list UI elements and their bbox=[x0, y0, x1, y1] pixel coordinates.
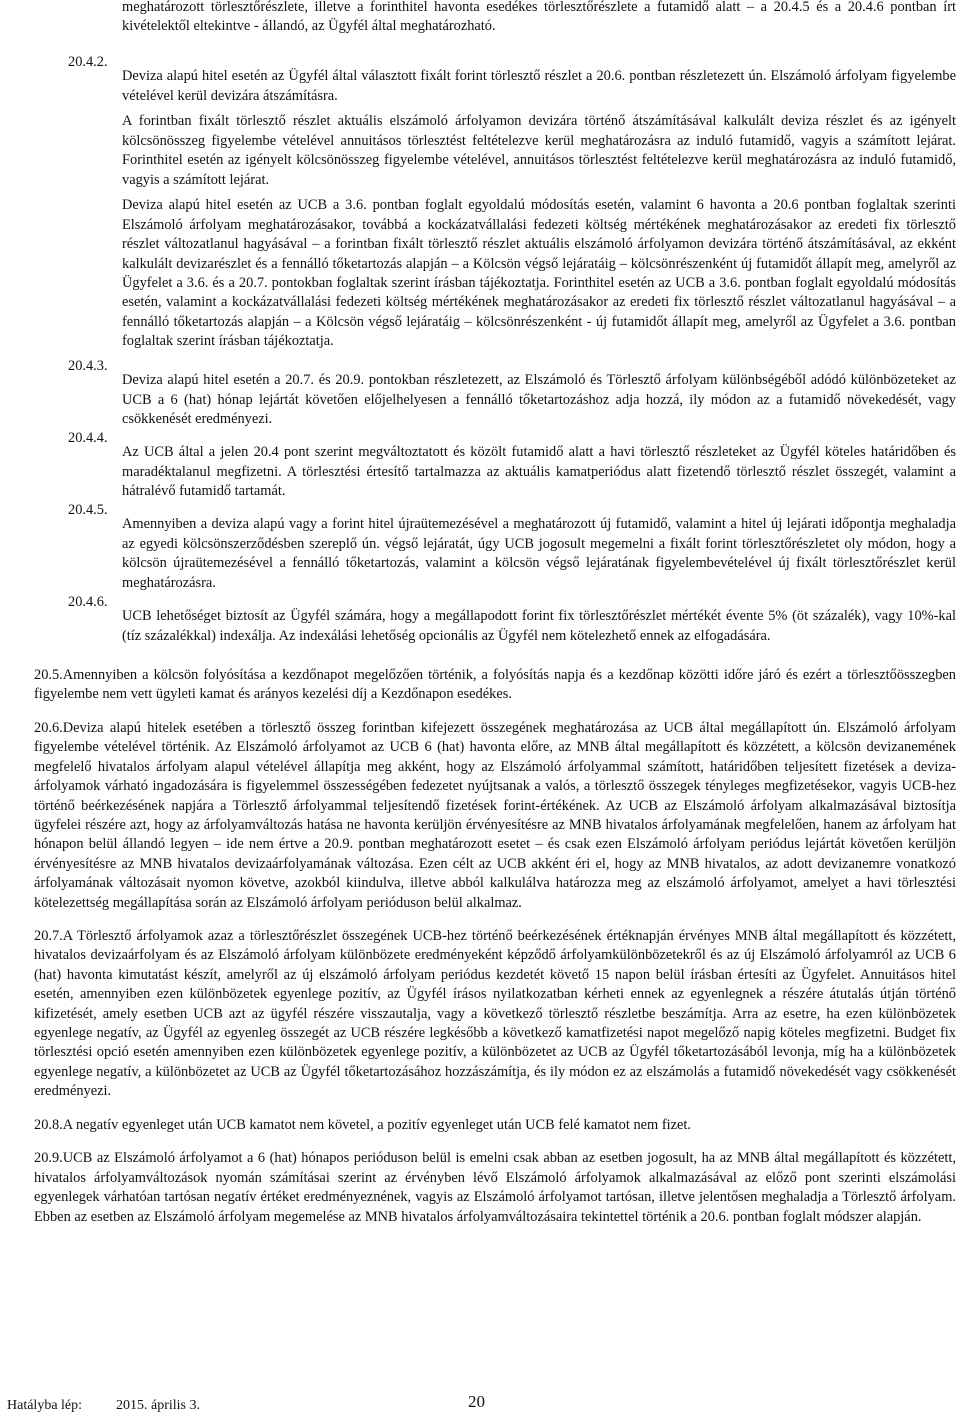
page-footer bbox=[0, 1392, 960, 1416]
section-paragraph: Deviza alapú hitelek esetében a törlesztő összeg forintban kifejezett összegének meghatározása az UCB által megállapított ún. Elszámoló árfolyam figyelembe vételével történik. Az Elszámoló árfolyamot az UCB 6 (hat) havonta előre, az MNB által megállapított és közzétett, a kölcsön devizanemének megfelelő hivatalos árfolyam alapul vételével állapítja meg akként, hogy az Elszámoló árfolyammal számított, határidőben teljesített fizetések a deviza-árfolyamok várható ingadozására is figyelemmel összességében fedezetet nyújtsanak a valós, a törlesztő összegek tényleges megfizetésekor, vagyis UCB-hez történő beérkezésének napjára a Törlesztő árfolyammal teljesítendő fizetések forint-értékének. Az UCB az Elszámoló árfolyam alkalmazásával biztosítja ügyfelei részére azt, hogy az árfolyamváltozás hatása ne havonta kerüljön érvényesítésre az MNB hivatalos árfolyamának megfelelően, hanem az árfolyam hat hónapon belül állandó legyen – ide nem értve a 20.9. pontban meghatározott esetet – és csak ezen Elszámoló árfolyam periódus lejártát követően kerüljön érvényesítésre az MNB hivatalos devizaárfolyamának változása. Ezen célt az UCB akként éri el, hogy az MNB hivatalos, az adott devizanemre vonatkozó árfolyamának változásait nyomon követve, azokból kiindulva, illetve abból kalkulálva határozza meg az elszámoló árfolyamot, amelyet a havi törlesztési kötelezettség megállapítása során az Elszámoló árfolyam perióduson belül alkalmaz. bbox=[34, 720, 956, 911]
section-number: 20.4.5. bbox=[68, 502, 108, 518]
section-20-8 bbox=[34, 1116, 956, 1135]
section-20-5 bbox=[34, 666, 956, 705]
section-number: 20.4.6. bbox=[68, 594, 108, 610]
section-20-6 bbox=[34, 719, 956, 913]
section-paragraph-2: A forintban fixált törlesztő részlet aktuális elszámoló árfolyamon devizára történő átszámításával kalkulált deviza részlet és az igényelt kölcsönösszeg figyelembe vételével annuitásos törlesztést feltételezve kerül meghatározásra az induló futamidő, vagyis a számított lejárat. Forinthitel esetén az igényelt kölcsönösszeg figyelembe vételével, annuitásos törlesztést feltételezve kerül meghatározásra az induló futamidő, vagyis a számított lejárat. bbox=[122, 113, 956, 188]
section-number: 20.5. bbox=[34, 667, 63, 683]
section-20-4-2 bbox=[68, 53, 956, 350]
section-paragraph: A Törlesztő árfolyamok azaz a törlesztőrészlet összegének UCB-hez történő beérkezésének értéknapján érvényes MNB által megállapított és közzétett, hivatalos devizaárfolyam és az Elszámoló árfolyam különbözete eredményeként képződő árfolyamkülönbözetekről és az új Elszámoló árfolyamról az UCB 6 (hat) havonta kimutatást készít, amelyről az új elszámoló árfolyam periódus kezdetét követő 15 napon belül írásban értesíti az Ügyfelet. Annuitásos hitel esetén, amennyiben ezen különbözetek egyenlege pozitív, az Ügyfél írásos nyilatkozatban kérheti ennek az egyenlegnek a részére átutalás útján történő kifizetését, amely esetben UCB azt az ügyfél részére visszautalja, vagy a következő törlesztő részletbe beszámítja. Arra az esetre, ha ezen különbözetek egyenlege negatív, az Ügyfél az egyenleg összegét az UCB részére legkésőbb a következő kamatfizetési napot megelőző napig köteles megfizetni. Budget fix törlesztési opció esetén amennyiben ezen különbözetek egyenlege pozitív, a különbözetet az UCB az Ügyfél tőketartozásából levonja, míg ha a különbözetek egyenlege negatív, a különbözetet az UCB az Ügyfél tőketartozásához hozzászámítja, és ily módon ez az elszámolás a futamidő növekedését vagy csökkenését eredményezi. bbox=[34, 928, 956, 1100]
late-sections bbox=[34, 1116, 956, 1241]
effective-date-label: Hatályba lép: bbox=[7, 1398, 83, 1413]
section-number: 20.7. bbox=[34, 928, 63, 944]
section-20-4-6 bbox=[68, 593, 956, 644]
section-20-9 bbox=[34, 1149, 956, 1227]
intro-paragraph: meghatározott törlesztőrészlete, illetve a forinthitel havonta esedékes törlesztőrészlete a futamidő alatt – a 20.4.5 és a 20.4.6 pontban írt kivételektől eltekintve - állandó, az Ügyfél által meghatározható. bbox=[122, 0, 956, 35]
section-paragraph: Az UCB által a jelen 20.4 pont szerint megváltoztatott és közölt futamidő alatt a havi törlesztő részleteket az Ügyfél köteles határidőben és maradéktalanul megfizetni. A törlesztési értesítő tartalmazza az aktuális kamatperiódus alatt fizetendő törlesztő részlet összegét, valamint a hátralévő futamidő tartamát. bbox=[122, 444, 956, 500]
section-20-4-3 bbox=[68, 357, 956, 428]
section-20-4-5 bbox=[68, 501, 956, 591]
section-paragraph-1: Deviza alapú hitel esetén az Ügyfél által választott fixált forint törlesztő részlet a 20.6. pontban részletezett ún. Elszámoló árfolyam figyelembe vételével kerül devizára átszámításra. bbox=[122, 68, 956, 104]
section-number: 20.4.3. bbox=[68, 358, 108, 374]
section-paragraph: UCB lehetőséget biztosít az Ügyfél számára, hogy a megállapodott forint fix törlesztőrészlet mértékét évente 5% (öt százalék), vagy 10%-kal (tíz százalékkal) indexálja. Az indexálási lehetőség opcionális az Ügyfél nem kötelezhető ennek az elfogadására. bbox=[122, 608, 956, 644]
section-paragraph: Amennyiben a kölcsön folyósítása a kezdőnapot megelőzően történik, a folyósítás napja és a kezdőnap közötti időre járó és ezért a törlesztőösszegben figyelembe nem vett ügyleti kamat és arányos kezelési díj a Kezdőnapon esedékes. bbox=[34, 667, 956, 703]
effective-date: 2015. április 3. bbox=[116, 1398, 200, 1413]
section-20-7 bbox=[34, 927, 956, 1102]
section-number: 20.4.4. bbox=[68, 430, 108, 446]
section-paragraph: UCB az Elszámoló árfolyamot a 6 (hat) hónapos perióduson belül is emelni csak abban az esetben jogosult, ha az MNB által megállapított és közzétett, hivatalos árfolyamváltozások nyomán számításai szerint az érvényben lévő Elszámoló árfolyamok alkalmazásával az előző pont szerinti elszámolási egyenlegek várhatóan tartósan negatív értéket eredményeznének, vagyis az Elszámoló árfolyamot tartósan, illetve jelentősen meghaladja a Törlesztő árfolyam. Ebben az esetben az Elszámoló árfolyam megemelése az MNB hivatalos árfolyamváltozásaira tekintettel történik a 20.6. pontban foglalt módszer alapján. bbox=[34, 1150, 956, 1225]
section-paragraph: Deviza alapú hitel esetén a 20.7. és 20.9. pontokban részletezett, az Elszámoló és Törlesztő árfolyam különbségéből adódó különbözeteket az UCB a 6 (hat) hónap lejártát követően előjelhelyesen a fennálló tőketartozáshoz adja hozzá, ily módon az a futamidő növekedését, vagy csökkenését eredményezi. bbox=[122, 372, 956, 428]
section-paragraph: Amennyiben a deviza alapú vagy a forint hitel újraütemezésével a meghatározott új futamidő, valamint a hitel új lejárati időpontja meghaladja az egyedi kölcsönszerződésben szereplő ún. végső lejáratát, úgy UCB jogosult megemelni a fixált forint törlesztőrészletet oly módon, hogy a kölcsön újraütemezésével a fennálló tőketartozás, valamint a kölcsön végső lejáratának figyelembevételével új fixált törlesztőrészlet kerül meghatározásra. bbox=[122, 516, 956, 591]
section-paragraph: A negatív egyenleget után UCB kamatot nem követel, a pozitív egyenleget után UCB felé kamatot nem fizet. bbox=[62, 1117, 691, 1133]
section-paragraph-3: Deviza alapú hitel esetén az UCB a 3.6. pontban foglalt egyoldalú módosítás esetén, valamint 6 havonta a 20.6 pontban foglaltak szerinti Elszámoló árfolyam meghatározásakor, továbbá a kockázatvállalási fedezeti költség mértékének meghatározásakor az eredeti fix törlesztő részlet változatlanul hagyásával – a forintban fixált törlesztő részlet aktuális elszámoló árfolyamon devizára történő átszámításával, az ekként kalkulált devizarészlet és a fennálló tőketartozás alapján – a Kölcsön végső lejáratáig – kölcsönrészenként új futamidőt állapít meg, amelyről az Ügyfelet a 3.6. és a 20.7. pontokban foglaltak szerint írásban tájékoztatja. Forinthitel esetén az UCB a 3.6. pontban foglalt egyoldalú módosítás esetén, valamint a kockázatvállalási fedezeti költség mértékének meghatározásakor az eredeti fix törlesztő részlet változatlanul hagyásával – a fennálló tőketartozás alapján – a Kölcsön végső lejáratáig – kölcsönrészenként - új futamidőt állapít meg, amelyről az Ügyfelet a 3.6. pontban foglaltak szerint írásban tájékoztatja. bbox=[122, 197, 956, 350]
page-number: 20 bbox=[468, 1392, 485, 1411]
section-20-4-4 bbox=[68, 429, 956, 500]
section-number: 20.8. bbox=[34, 1117, 63, 1133]
section-number: 20.4.2. bbox=[68, 54, 108, 70]
section-number: 20.6. bbox=[34, 720, 63, 736]
section-number: 20.9. bbox=[34, 1150, 63, 1167]
